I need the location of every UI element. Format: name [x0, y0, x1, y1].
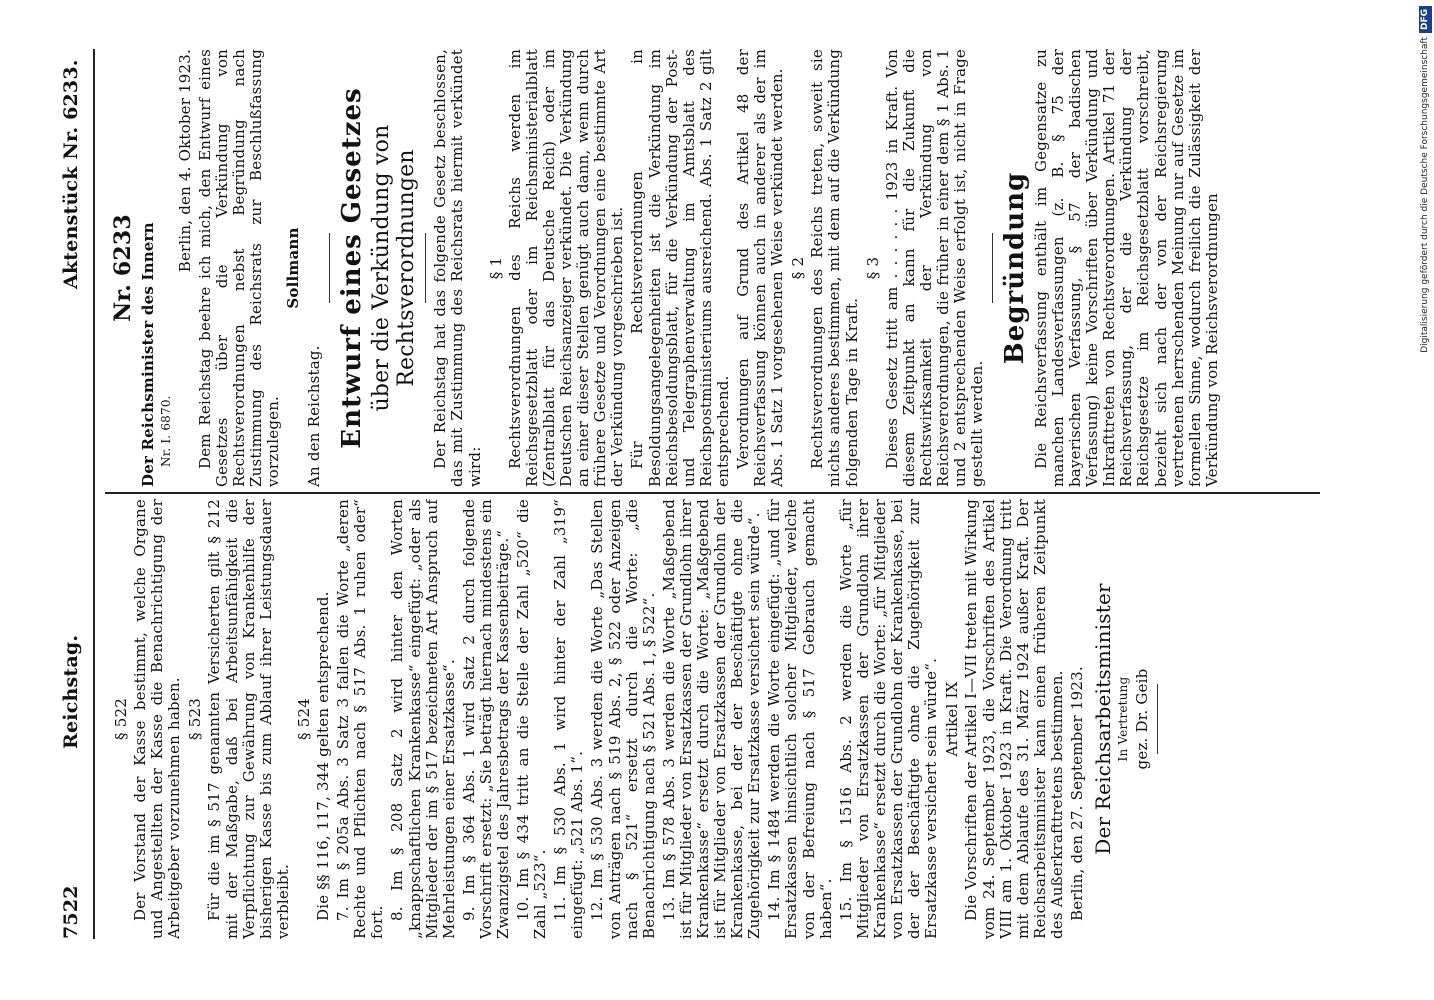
- begruendung-heading: Begründung: [1000, 171, 1031, 365]
- column-divider: [105, 492, 1320, 494]
- numbered-item: 10. Im § 434 tritt an die Stelle der Zahl „520“ die Zahl „523“.: [514, 499, 550, 939]
- separator-rule: [992, 233, 993, 303]
- section-heading: § 3: [863, 256, 882, 280]
- section-text: Die §§ 116, 117, 344 gelten entsprechend.: [314, 591, 333, 921]
- left-column: [109, 499, 1319, 939]
- section-heading: § 524: [294, 698, 313, 740]
- letter-text: Dem Reichstag beehre ich mich, den Entwurf eines Gesetzes über die Verkündung von Rechtsverordnungen nebst Begründung nach Zustimmung des Reichsrats zur Beschlußfassung vorzulegen.: [195, 49, 283, 487]
- section-text: Für die im § 517 genannten Versicherten gilt § 212 mit der Maßgabe, daß bei Arbeitsunfähigkeit die Verpflichtung zur Gewährung von Krankenhilfe der bisherigen Kasse bis zum Ablauf ihrer Leistungsdauer verbleibt.: [205, 499, 292, 939]
- article-heading: Artikel IX: [943, 681, 962, 757]
- section-heading: § 523: [186, 698, 205, 740]
- draft-subtitle: über die Verkündung von Rechtsverordnungen: [369, 124, 420, 412]
- letter-date: Berlin, den 4. Oktober 1923.: [175, 49, 194, 273]
- numbered-item: 8. Im § 208 Satz 2 wird hinter den Worten „knappschaftlichen Krankenkasse“ eingefügt: „oder als Mitglieder der im § 517 bezeichneten Art Anspruch auf Mehrleistungen einer Ersatzkasse“.: [388, 499, 458, 939]
- digitization-credit-strip: [1419, 6, 1432, 994]
- closing-rule: [1157, 684, 1158, 754]
- preamble: Der Reichstag hat das folgende Gesetz beschlossen, das mit Zustimmung des Reichsrats hiermit verkündet wird:: [431, 49, 484, 487]
- running-head-left: Reichstag.: [60, 634, 82, 749]
- running-head-right: Aktenstück Nr. 6233.: [60, 59, 82, 289]
- running-header: [57, 49, 97, 939]
- numbered-item: 7. Im § 205a Abs. 3 Satz 3 fallen die Worte „deren Rechte und Pflichten nach § 517 Abs. 1 ruhen oder“ fort.: [334, 499, 387, 939]
- section-text: Rechtsverordnungen des Reichs treten, soweit sie nichts anderes bestimmen, mit dem auf die Verkündung folgenden Tage in Kraft.: [808, 49, 861, 487]
- numbered-item: 15. Im § 1516 Abs. 2 werden die Worte „für Mitglieder von Ersatzkassen der Grundlohn ihrer Krankenkasse“ ersetzt durch die Worte: „für Mitglieder von Ersatzkassen der Grundlohn der Krankenkasse, bei der der Beschäftigte ohne die Zugehörigkeit zur Ersatzkasse versichert sein würde“.: [836, 499, 941, 939]
- signatory-name: gez. Dr. Geib: [1132, 668, 1151, 770]
- signatory-title: Der Reichsarbeitsminister: [1091, 583, 1116, 855]
- date-line: Berlin, den 27. September 1923.: [1067, 666, 1086, 921]
- document-number: Nr. 6233: [110, 214, 136, 322]
- addressee: An den Reichstag.: [304, 345, 323, 487]
- dfg-logo: DFG: [1419, 6, 1432, 33]
- section-text: Verordnungen auf Grund des Artikel 48 der Reichsverfassung können auch in anderer als der im Abs. 1 Satz 1 vorgesehenen Weise verkündet werden.: [733, 49, 787, 487]
- digitization-credit: [1419, 6, 1432, 994]
- section-text: Rechtsverordnungen des Reichs werden im Reichsgesetzblatt oder im Reichsministerialblatt (Zentralblatt für das Deutsche Reich) oder im Deutschen Reichsanzeiger verkündet. Die Verkündung an einer dieser Stellen genügt auch dann, wenn durch frühere Gesetze und Verordnungen eine bestimmte Art der Verkündung vorgeschrieben ist.: [505, 49, 627, 487]
- article-text: Die Vorschriften der Artikel I—VII treten mit Wirkung vom 24. September 1923, die Vorschriften des Artikel VIII am 1. Oktober 1923 in Kraft. Die Verordnung tritt mit dem Ablaufe des 31. März 1924 außer Kraft. Der Reichsarbeitsminister kann einen früheren Zeitpunkt des Außerkrafttretens bestimmen.: [962, 499, 1066, 939]
- ministry-name: Der Reichsminister des Innern: [139, 222, 158, 487]
- section-text: Dieses Gesetz tritt am . . . . . . 1923 in Kraft. Von diesem Zeitpunkt an kann für die Zukunft die Rechtswirksamkeit der Verkündung von Reichsverordnungen, die früher in einer dem § 1 Abs. 1 und 2 entsprechenden Weise erfolgt ist, nicht in Frage gestellt werden.: [882, 49, 987, 487]
- begruendung-text: Die Reichsverfassung enthält im Gegensatze zu manchen Landesverfassungen (z. B. § 75 der bayerischen Verfassung, § 57 der badischen Verfassung) keine Vorschriften über Verkündung und Inkrafttreten von Rechtsverordnungen. Artikel 71 der Reichsverfassung, der die Verkündung der Reichsgesetze im Reichsgesetzblatt vorschreibt, bezieht sich nach der von der Reichsregierung vertretenen herrschenden Meinung nur auf Gesetze im formellen Sinne, wodurch freilich die Zulässigkeit der Verkündung von Reichsverordnungen: [1031, 49, 1221, 487]
- page-number: 7522: [60, 885, 82, 939]
- right-column: [109, 49, 1319, 487]
- reference-number: Nr. I. 6870.: [159, 395, 174, 467]
- section-text: Für Rechtsverordnungen in Besoldungsangelegenheiten ist die Verkündung im Reichsbesoldungsblatt, für die Verkündung der Post- und Telegraphenverwaltung im Amtsblatt des Reichspostministeriums ausreichend. Abs. 1 Satz 2 gilt entsprechend.: [628, 49, 732, 487]
- numbered-item: 9. Im § 364 Abs. 1 wird Satz 2 durch folgende Vorschrift ersetzt: „Sie beträgt hiernach mindestens ein Zwanzigstel des Jahresbetrags der Kassenbeiträge.“: [459, 499, 512, 939]
- draft-title: Entwurf eines Gesetzes: [336, 87, 367, 449]
- numbered-item: 14. Im § 1484 werden die Worte eingefügt: „und für Ersatzkassen hinsichtlich solcher Mitglieder, welche von der Befreiung nach § 517 Gebrauch gemacht haben“.: [765, 499, 835, 939]
- numbered-item: 12. Im § 530 Abs. 3 werden die Worte „Das Stellen von Anträgen nach § 519 Abs. 2, § 522 oder Anzeigen nach § 521“ ersetzt durch die Worte: „die Benachrichtigung nach § 521 Abs. 1, § 522“.: [588, 499, 658, 939]
- minister-signature: Sollmann: [284, 227, 303, 309]
- credit-text: Digitalisierung gefördert durch die Deutsche Forschungsgemeinschaft: [1420, 37, 1430, 353]
- header-rule: [93, 49, 95, 939]
- in-vertretung: In Vertretung: [1115, 676, 1130, 762]
- separator-rule: [329, 233, 330, 303]
- numbered-item: 13. Im § 578 Abs. 3 werden die Worte „Maßgebend ist für Mitglieder von Ersatzkassen der Grundlohn ihrer Krankenkasse“ ersetzt durch die Worte: „Maßgebend ist für Mitglieder von Ersatzkassen der Grundlohn der Krankenkasse, bei der der Beschäftigte ohne die Zugehörigkeit zur Ersatzkasse versichert sein würde“.: [659, 499, 764, 939]
- numbered-item: 11. Im § 530 Abs. 1 wird hinter der Zahl „319“ eingefügt: „521 Abs. 1“.: [551, 499, 587, 939]
- section-text: Der Vorstand der Kasse bestimmt, welche Organe und Angestellten der Kasse die Benachrichtigung der Arbeitgeber vorzunehmen haben.: [131, 499, 184, 939]
- rotated-document-page: [57, 49, 1327, 939]
- section-heading: § 1: [486, 256, 505, 280]
- separator-rule: [425, 233, 426, 303]
- section-heading: § 522: [112, 698, 130, 740]
- section-heading: § 2: [789, 256, 808, 280]
